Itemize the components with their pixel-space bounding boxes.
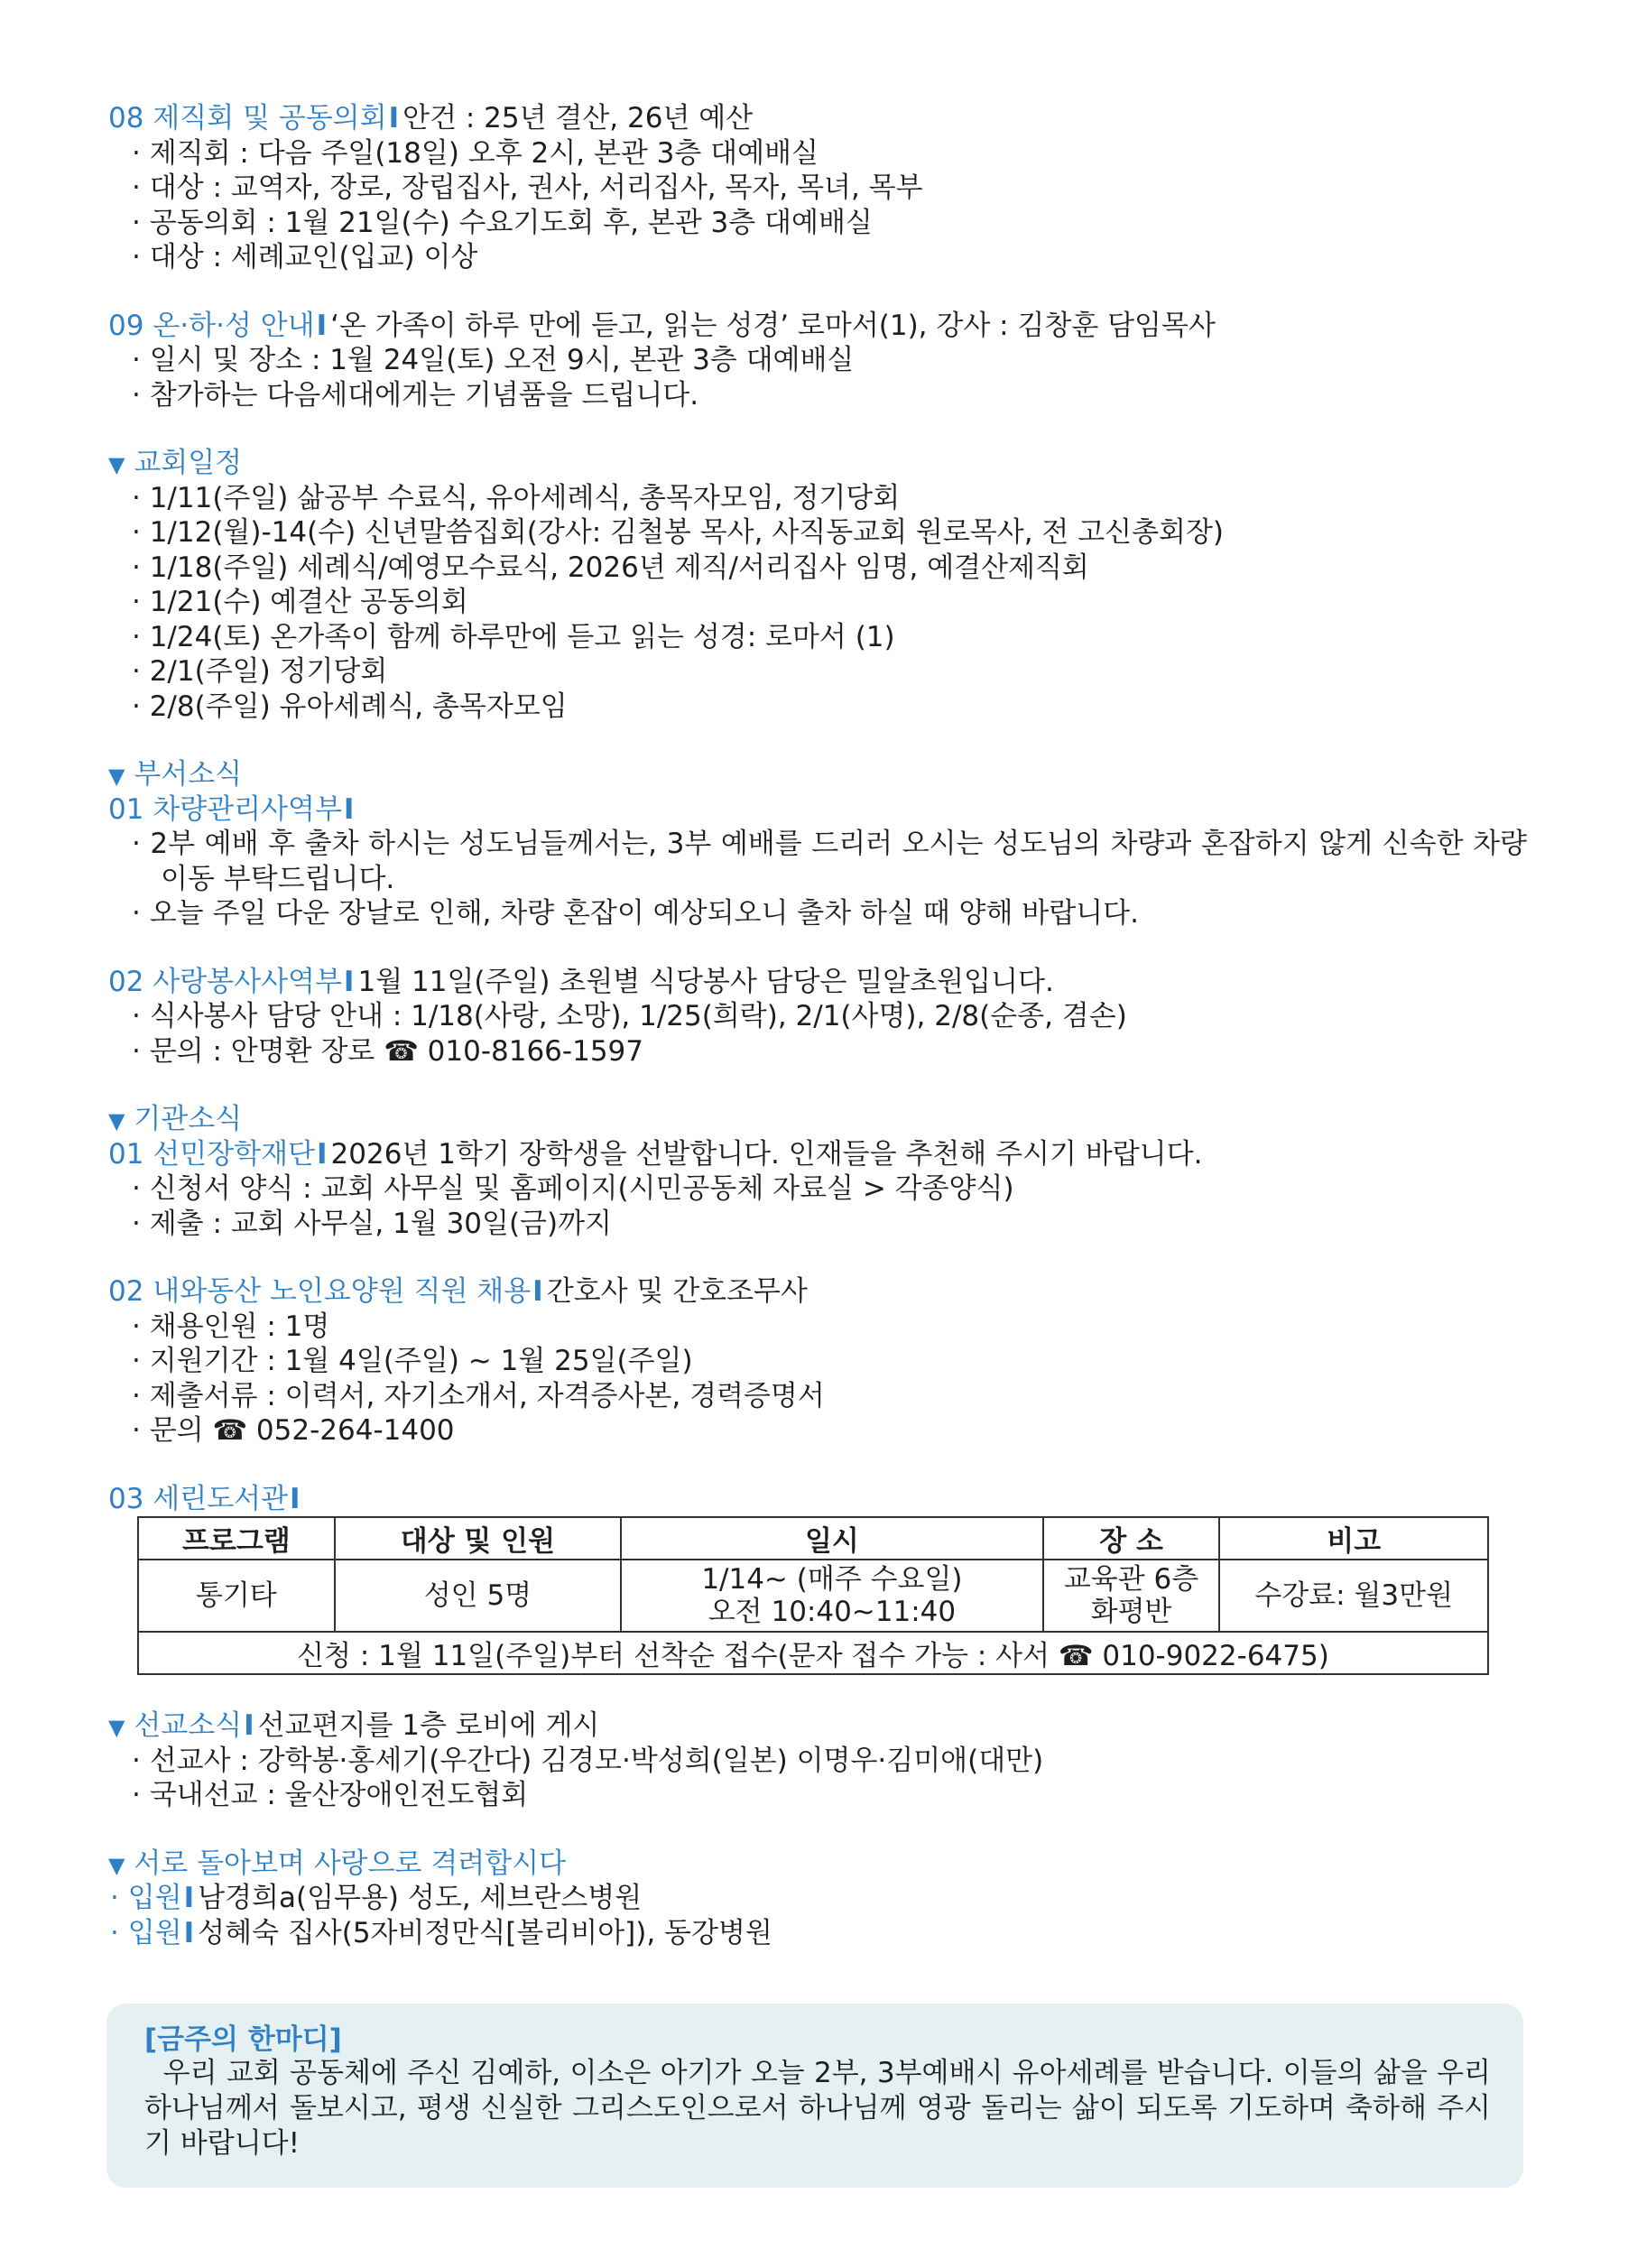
care-text: 성혜숙 집사(5자비정만식[볼리비아]), 동강병원 — [198, 1916, 772, 1949]
separator: I — [183, 1916, 195, 1949]
schedule-item: · 1/18(주일) 세례식/예영모수료식, 2026년 제직/서리집사 임명, 예결산제직회 — [132, 551, 1089, 584]
section-09-heading — [108, 309, 1527, 344]
list-item: · 오늘 주일 다운 장날로 인해, 차량 혼잡이 예상되오니 출차 하실 때 양해 바랍니다. — [132, 897, 1139, 930]
separator: I — [316, 309, 328, 342]
triangle-down-icon: ▼ — [108, 1852, 125, 1878]
section-title: 선교소식 — [134, 1709, 243, 1742]
note-text: 우리 교회 공동체에 주신 김예하, 이소은 아기가 오늘 2부, 3부예배시 유아세례를 받습니다. 이들의 삶을 우리 하나님께서 돌보시고, 평생 신실한 그리스도인으로서 하나님께 영광 돌리는 삶이 되도록 기도하며 축하해 주시기 바랍니다! — [144, 2057, 1491, 2160]
care-label: · 입원 — [110, 1916, 182, 1949]
list-item: · 문의 : 안명환 장로 ☎ 010-8166-1597 — [132, 1034, 643, 1068]
mission-heading — [108, 1708, 1527, 1744]
heading-label: 부서소식 — [134, 758, 243, 791]
column-header: 대상 및 인원 — [335, 1517, 621, 1560]
triangle-down-icon: ▼ — [108, 1715, 125, 1740]
separator: I — [183, 1882, 195, 1914]
separator: I — [388, 102, 400, 134]
list-item: · 일시 및 장소 : 1월 24일(토) 오전 9시, 본관 3층 대예배실 — [132, 344, 855, 376]
care-label: · 입원 — [110, 1882, 182, 1914]
section-title: 09 온·하·성 안내 — [108, 309, 315, 342]
triangle-down-icon: ▼ — [108, 764, 125, 789]
separator: I — [532, 1275, 543, 1308]
note-cell: 수강료: 월3만원 — [1219, 1560, 1488, 1632]
column-header: 장 소 — [1043, 1517, 1220, 1560]
org-02-heading — [108, 1274, 1527, 1310]
section-summary: 선교편지를 1층 로비에 게시 — [257, 1709, 600, 1742]
schedule-item: · 1/24(토) 온가족이 함께 하루만에 듣고 읽는 성경: 로마서 (1) — [132, 620, 895, 653]
heading-label: 서로 돌아보며 사랑으로 격려합시다 — [134, 1847, 567, 1880]
section-title: 02 사랑봉사사역부 — [108, 965, 342, 998]
separator: I — [343, 792, 355, 826]
note-body — [144, 2056, 1491, 2162]
schedule-item: · 1/12(월)-14(수) 신년말씀집회(강사: 김철봉 목사, 사직동교회 원로목사, 전 고신총회장) — [132, 516, 1225, 549]
separator: I — [244, 1709, 254, 1742]
list-item: · 제출서류 : 이력서, 자기소개서, 자격증사본, 경력증명서 — [132, 1379, 825, 1412]
section-summary: ‘온 가족이 하루 만에 듣고, 읽는 성경’ 로마서(1), 강사 : 김창훈 담임목사 — [330, 309, 1216, 342]
list-item: · 국내선교 : 울산장애인전도협회 — [132, 1779, 529, 1811]
section-summary: 안건 : 25년 결산, 26년 예산 — [402, 102, 754, 134]
care-entry — [108, 1881, 1527, 1916]
section-title: 02 내와동산 노인요양원 직원 채용 — [108, 1275, 532, 1308]
datetime-cell — [621, 1560, 1043, 1632]
program-cell: 통기타 — [138, 1560, 335, 1632]
heading-label: 기관소식 — [134, 1103, 243, 1135]
section-summary: 1월 11일(주일) 초원별 식당봉사 담당은 밀알초원입니다. — [357, 965, 1054, 998]
column-header: 비고 — [1219, 1517, 1488, 1560]
section-summary: 2026년 1학기 장학생을 선발합니다. 인재들을 추천해 주시기 바랍니다. — [330, 1137, 1203, 1171]
org-heading — [108, 1102, 1527, 1137]
list-item: · 제출 : 교회 사무실, 1월 30일(금)까지 — [132, 1207, 612, 1240]
note-title: [금주의 한마디] — [144, 2023, 342, 2056]
care-entry — [108, 1916, 1527, 1951]
application-info: 신청 : 1월 11일(주일)부터 선착순 접수(문자 접수 가능 : 사서 ☎ 010-9022-6475) — [138, 1632, 1488, 1674]
weekly-word-box — [106, 2004, 1523, 2188]
section-title: 01 차량관리사역부 — [108, 792, 342, 826]
schedule-item: · 2/1(주일) 정기당회 — [132, 655, 388, 688]
dept-02-heading — [108, 965, 1527, 1000]
datetime-line: 오전 10:40~11:40 — [708, 1596, 957, 1628]
section-title: 01 선민장학재단 — [108, 1137, 315, 1171]
library-program-table — [137, 1516, 1489, 1675]
list-item: · 식사봉사 담당 안내 : 1/18(사랑, 소망), 1/25(희락), 2/1(사명), 2/8(순종, 겸손) — [132, 1000, 1127, 1032]
list-item: · 대상 : 교역자, 장로, 장립집사, 권사, 서리집사, 목자, 목녀, 목부 — [132, 171, 923, 204]
column-header: 프로그램 — [138, 1517, 335, 1560]
list-item: · 문의 ☎ 052-264-1400 — [132, 1414, 455, 1447]
datetime-line: 1/14~ (매주 수요일) — [701, 1563, 963, 1596]
separator: I — [316, 1137, 328, 1171]
org-03-heading — [108, 1482, 1527, 1517]
list-item: · 지원기간 : 1월 4일(주일) ~ 1월 25일(주일) — [132, 1345, 693, 1377]
table-row — [138, 1560, 1488, 1632]
list-item: · 참가하는 다음세대에게는 기념품을 드립니다. — [132, 378, 699, 412]
triangle-down-icon: ▼ — [108, 1108, 125, 1134]
list-item: · 공동의회 : 1월 21일(수) 수요기도회 후, 본관 3층 대예배실 — [132, 206, 873, 239]
heading-label: 교회일정 — [134, 447, 243, 479]
schedule-item: · 1/11(주일) 삶공부 수료식, 유아세례식, 총목자모임, 정기당회 — [132, 481, 901, 514]
location-cell — [1043, 1560, 1220, 1632]
care-heading — [108, 1847, 1527, 1882]
target-cell: 성인 5명 — [335, 1560, 621, 1632]
table-footer-row — [138, 1632, 1488, 1674]
list-item: · 제직회 : 다음 주일(18일) 오후 2시, 본관 3층 대예배실 — [132, 136, 819, 170]
section-title: 03 세린도서관 — [108, 1482, 289, 1515]
triangle-down-icon: ▼ — [108, 452, 125, 477]
list-item: · 대상 : 세례교인(입교) 이상 — [132, 241, 478, 273]
section-title: 08 제직회 및 공동의회 — [108, 102, 387, 134]
table-header-row — [138, 1517, 1488, 1560]
separator: I — [290, 1482, 301, 1515]
dept-heading — [108, 757, 1527, 792]
location-line: 교육관 6층 — [1063, 1563, 1199, 1596]
schedule-item: · 1/21(수) 예결산 공동의회 — [132, 586, 468, 618]
column-header: 일시 — [621, 1517, 1043, 1560]
list-item: · 선교사 : 강학봉·홍세기(우간다) 김경모·박성희(일본) 이명우·김미애(대만) — [132, 1744, 1044, 1777]
schedule-item: · 2/8(주일) 유아세례식, 총목자모임 — [132, 690, 568, 723]
separator: I — [343, 965, 355, 998]
location-line: 화평반 — [1090, 1596, 1172, 1628]
section-08-heading — [108, 101, 1527, 136]
schedule-heading — [108, 446, 1527, 481]
list-item: · 신청서 양식 : 교회 사무실 및 홈페이지(시민공동체 자료실 > 각종양식) — [132, 1172, 1014, 1205]
list-item: · 채용인원 : 1명 — [132, 1310, 330, 1343]
dept-01-heading — [108, 792, 1527, 828]
bulletin-page — [108, 101, 1527, 1950]
section-summary: 간호사 및 간호조무사 — [546, 1275, 808, 1308]
care-text: 남경희a(임무용) 성도, 세브란스병원 — [198, 1882, 643, 1914]
org-01-heading — [108, 1137, 1527, 1172]
list-item: · 2부 예배 후 출차 하시는 성도님들께서는, 3부 예배를 드리러 오시는 성도님의 차량과 혼잡하지 않게 신속한 차량 이동 부탁드립니다. — [132, 828, 1527, 895]
